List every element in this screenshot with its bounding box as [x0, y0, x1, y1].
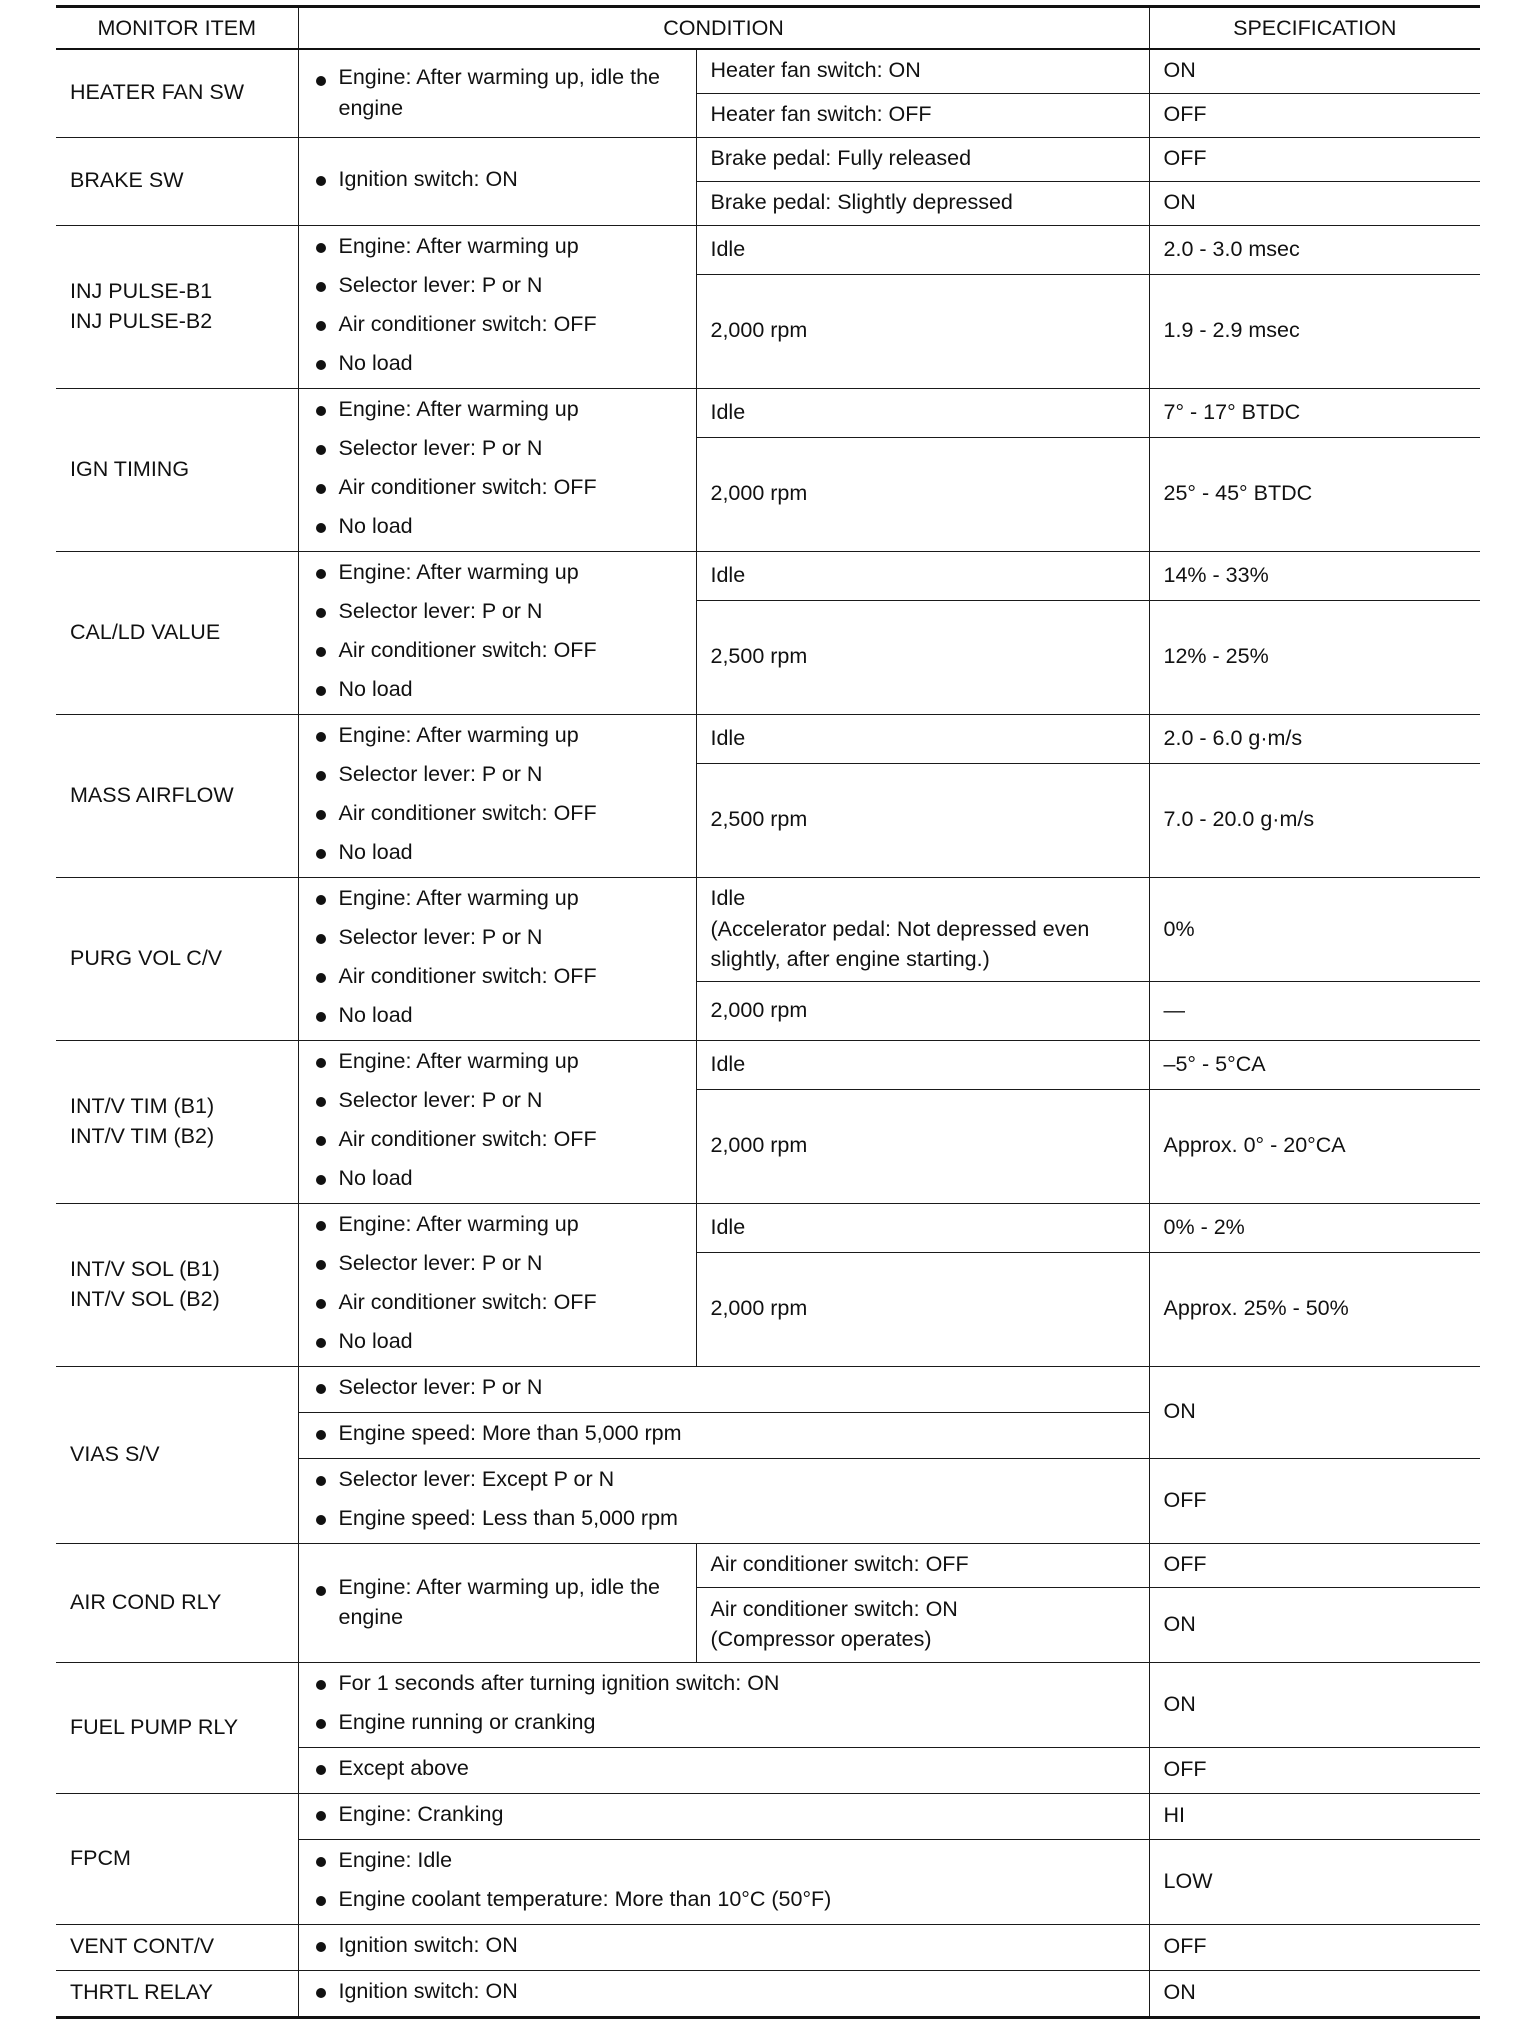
bullet-icon — [316, 1476, 326, 1486]
monitor-item-cell: VENT CONT/V — [56, 1925, 298, 1971]
condition-text: Engine: After warming up — [338, 1212, 579, 1236]
monitor-item-cell — [56, 1204, 298, 1367]
condition-text: Engine: After warming up, idle the engine — [338, 65, 660, 120]
condition-text: Selector lever: P or N — [338, 1251, 543, 1275]
spec-cell: ON — [1149, 182, 1480, 226]
monitor-item-cell: MASS AIRFLOW — [56, 715, 298, 878]
spec-cell: Approx. 25% - 50% — [1149, 1252, 1480, 1366]
monitor-item-line: INT/V SOL (B1) — [70, 1256, 220, 1281]
bullet-icon — [316, 771, 326, 781]
condition-text: Engine: After warming up — [338, 723, 579, 747]
sub-condition-line: Idle — [710, 886, 746, 911]
spec-cell: 1.9 - 2.9 msec — [1149, 274, 1480, 388]
bullet-icon — [316, 1136, 326, 1146]
sub-condition-cell: Air conditioner switch: OFF — [696, 1544, 1149, 1588]
monitor-item-line: INJ PULSE-B2 — [70, 309, 213, 333]
sub-condition-cell: Idle — [696, 1041, 1149, 1090]
monitor-item-cell: FPCM — [56, 1794, 298, 1925]
bullet-icon — [316, 1384, 326, 1394]
spec-cell: 12% - 25% — [1149, 600, 1480, 714]
condition-text: For 1 seconds after turning ignition switch: ON — [338, 1671, 780, 1695]
condition-text: Engine: Idle — [338, 1848, 453, 1872]
condition-cell — [298, 1041, 696, 1204]
condition-text: Engine: After warming up — [338, 886, 579, 910]
table-row — [56, 138, 1480, 182]
table-row — [56, 878, 1480, 982]
sub-condition-cell: 2,500 rpm — [696, 600, 1149, 714]
condition-cell — [298, 552, 696, 715]
bullet-icon — [316, 686, 326, 696]
condition-text: Air conditioner switch: OFF — [338, 964, 597, 988]
bullet-icon — [316, 445, 326, 455]
condition-text: Selector lever: P or N — [338, 1088, 543, 1112]
sub-condition-cell: Idle — [696, 1204, 1149, 1253]
table-row — [56, 226, 1480, 275]
monitor-spec-table — [56, 5, 1480, 2019]
spec-cell: ON — [1149, 49, 1480, 94]
sub-condition-cell: 2,000 rpm — [696, 1252, 1149, 1366]
condition-text: Engine: Cranking — [338, 1802, 504, 1826]
condition-text: Air conditioner switch: OFF — [338, 312, 597, 336]
monitor-item-line: INJ PULSE-B1 — [70, 278, 213, 303]
sub-condition-cell: 2,000 rpm — [696, 437, 1149, 551]
condition-cell — [298, 1413, 1149, 1459]
condition-text: Engine: After warming up — [338, 560, 579, 584]
condition-cell — [298, 389, 696, 552]
sub-condition-cell: Heater fan switch: OFF — [696, 94, 1149, 138]
spec-cell: LOW — [1149, 1840, 1480, 1925]
spec-cell: OFF — [1149, 1925, 1480, 1971]
bullet-icon — [316, 1299, 326, 1309]
table-row — [56, 1367, 1480, 1413]
condition-text: Engine: After warming up — [338, 234, 579, 258]
condition-text: Engine coolant temperature: More than 10°C (50°F) — [338, 1887, 832, 1911]
sub-condition-cell: 2,000 rpm — [696, 982, 1149, 1041]
bullet-icon — [316, 1260, 326, 1270]
bullet-icon — [316, 1586, 326, 1596]
spec-cell: ON — [1149, 1971, 1480, 2018]
bullet-icon — [316, 1719, 326, 1729]
bullet-icon — [316, 1896, 326, 1906]
spec-cell: 7° - 17° BTDC — [1149, 389, 1480, 438]
table-row — [56, 1041, 1480, 1090]
table-row — [56, 552, 1480, 601]
bullet-icon — [316, 934, 326, 944]
monitor-item-cell: FUEL PUMP RLY — [56, 1663, 298, 1794]
bullet-icon — [316, 1430, 326, 1440]
condition-text: Engine speed: More than 5,000 rpm — [338, 1421, 682, 1445]
bullet-icon — [316, 321, 326, 331]
condition-text: No load — [338, 1329, 413, 1353]
header-monitor-item: MONITOR ITEM — [56, 7, 298, 50]
condition-text: Engine speed: Less than 5,000 rpm — [338, 1506, 678, 1530]
bullet-icon — [316, 895, 326, 905]
sub-condition-cell: Brake pedal: Fully released — [696, 138, 1149, 182]
condition-cell — [298, 1840, 1149, 1925]
spec-cell: ON — [1149, 1588, 1480, 1663]
bullet-icon — [316, 647, 326, 657]
condition-cell — [298, 878, 696, 1041]
bullet-icon — [316, 406, 326, 416]
condition-text: Selector lever: P or N — [338, 273, 543, 297]
bullet-icon — [316, 360, 326, 370]
condition-cell — [298, 1794, 1149, 1840]
bullet-icon — [316, 1515, 326, 1525]
condition-cell — [298, 1459, 1149, 1544]
condition-text: Ignition switch: ON — [338, 167, 518, 191]
sub-condition-cell: Brake pedal: Slightly depressed — [696, 182, 1149, 226]
bullet-icon — [316, 484, 326, 494]
spec-cell: 0% — [1149, 878, 1480, 982]
spec-cell: ON — [1149, 1663, 1480, 1748]
condition-text: Selector lever: Except P or N — [338, 1467, 615, 1491]
condition-cell — [298, 49, 696, 138]
spec-cell: 0% - 2% — [1149, 1204, 1480, 1253]
spec-cell: ON — [1149, 1367, 1480, 1459]
table-row — [56, 389, 1480, 438]
bullet-icon — [316, 973, 326, 983]
bullet-icon — [316, 1097, 326, 1107]
condition-text: Air conditioner switch: OFF — [338, 638, 597, 662]
spec-cell: OFF — [1149, 1459, 1480, 1544]
bullet-icon — [316, 523, 326, 533]
table-row — [56, 1663, 1480, 1748]
monitor-item-cell — [56, 1041, 298, 1204]
condition-text: Selector lever: P or N — [338, 762, 543, 786]
bullet-icon — [316, 282, 326, 292]
table-row — [56, 1544, 1480, 1588]
condition-text: No load — [338, 840, 413, 864]
condition-cell — [298, 1748, 1149, 1794]
condition-text: Selector lever: P or N — [338, 599, 543, 623]
condition-text: Air conditioner switch: OFF — [338, 1290, 597, 1314]
monitor-item-cell: IGN TIMING — [56, 389, 298, 552]
spec-cell: 2.0 - 6.0 g·m/s — [1149, 715, 1480, 764]
condition-text: No load — [338, 677, 413, 701]
sub-condition-cell: Idle — [696, 226, 1149, 275]
condition-text: Air conditioner switch: OFF — [338, 801, 597, 825]
condition-cell — [298, 1971, 1149, 2018]
bullet-icon — [316, 1988, 326, 1998]
spec-cell: OFF — [1149, 138, 1480, 182]
condition-text: No load — [338, 1166, 413, 1190]
condition-text: No load — [338, 1003, 413, 1027]
sub-condition-cell: Heater fan switch: ON — [696, 49, 1149, 94]
condition-text: Selector lever: P or N — [338, 925, 543, 949]
condition-text: Ignition switch: ON — [338, 1979, 518, 2003]
bullet-icon — [316, 732, 326, 742]
spec-cell: 25° - 45° BTDC — [1149, 437, 1480, 551]
table-row — [56, 715, 1480, 764]
condition-cell — [298, 226, 696, 389]
condition-cell — [298, 1204, 696, 1367]
monitor-item-cell: VIAS S/V — [56, 1367, 298, 1544]
bullet-icon — [316, 1221, 326, 1231]
spec-cell: Approx. 0° - 20°CA — [1149, 1089, 1480, 1203]
bullet-icon — [316, 849, 326, 859]
header-condition: CONDITION — [298, 7, 1149, 50]
monitor-item-line: INT/V SOL (B2) — [70, 1287, 220, 1311]
table-row — [56, 49, 1480, 94]
condition-cell — [298, 1544, 696, 1663]
condition-text: Selector lever: P or N — [338, 1375, 543, 1399]
sub-condition-cell: Idle — [696, 552, 1149, 601]
monitor-item-cell — [56, 226, 298, 389]
condition-cell — [298, 1367, 1149, 1413]
condition-text: Selector lever: P or N — [338, 436, 543, 460]
spec-cell: 7.0 - 20.0 g·m/s — [1149, 763, 1480, 877]
sub-condition-cell: 2,500 rpm — [696, 763, 1149, 877]
sub-condition-cell: 2,000 rpm — [696, 1089, 1149, 1203]
condition-text: Air conditioner switch: OFF — [338, 475, 597, 499]
condition-text: Engine: After warming up — [338, 1049, 579, 1073]
bullet-icon — [316, 1765, 326, 1775]
bullet-icon — [316, 76, 326, 86]
spec-cell: HI — [1149, 1794, 1480, 1840]
sub-condition-cell — [696, 878, 1149, 982]
monitor-item-cell: AIR COND RLY — [56, 1544, 298, 1663]
spec-cell: — — [1149, 982, 1480, 1041]
condition-cell — [298, 715, 696, 878]
bullet-icon — [316, 1680, 326, 1690]
condition-text: Air conditioner switch: OFF — [338, 1127, 597, 1151]
table-row — [56, 1794, 1480, 1840]
spec-cell: OFF — [1149, 1748, 1480, 1794]
condition-cell — [298, 1925, 1149, 1971]
condition-text: No load — [338, 514, 413, 538]
spec-cell: OFF — [1149, 94, 1480, 138]
spec-cell: 2.0 - 3.0 msec — [1149, 226, 1480, 275]
spec-cell: OFF — [1149, 1544, 1480, 1588]
condition-text: Engine running or cranking — [338, 1710, 596, 1734]
condition-text: Engine: After warming up, idle the engine — [338, 1574, 660, 1629]
bullet-icon — [316, 1811, 326, 1821]
bullet-icon — [316, 1857, 326, 1867]
monitor-item-cell: BRAKE SW — [56, 138, 298, 226]
sub-condition-line: Air conditioner switch: ON — [710, 1596, 958, 1621]
header-row — [56, 7, 1480, 50]
bullet-icon — [316, 243, 326, 253]
condition-cell — [298, 1663, 1149, 1748]
spec-cell: 14% - 33% — [1149, 552, 1480, 601]
bullet-icon — [316, 608, 326, 618]
monitor-item-cell: HEATER FAN SW — [56, 49, 298, 138]
monitor-item-cell: PURG VOL C/V — [56, 878, 298, 1041]
bullet-icon — [316, 1012, 326, 1022]
sub-condition-cell: Idle — [696, 715, 1149, 764]
header-specification: SPECIFICATION — [1149, 7, 1480, 50]
bullet-icon — [316, 1942, 326, 1952]
bullet-icon — [316, 176, 326, 186]
sub-condition-cell: 2,000 rpm — [696, 274, 1149, 388]
sub-condition-cell — [696, 1588, 1149, 1663]
monitor-item-line: INT/V TIM (B2) — [70, 1124, 215, 1148]
spec-cell: –5° - 5°CA — [1149, 1041, 1480, 1090]
sub-condition-cell: Idle — [696, 389, 1149, 438]
monitor-item-cell: CAL/LD VALUE — [56, 552, 298, 715]
monitor-item-line: INT/V TIM (B1) — [70, 1093, 215, 1118]
condition-text: No load — [338, 351, 413, 375]
condition-text: Except above — [338, 1756, 469, 1780]
bullet-icon — [316, 1058, 326, 1068]
bullet-icon — [316, 1175, 326, 1185]
sub-condition-line: (Accelerator pedal: Not depressed even slightly, after engine starting.) — [710, 916, 1090, 971]
monitor-item-cell: THRTL RELAY — [56, 1971, 298, 2018]
table-row — [56, 1204, 1480, 1253]
bullet-icon — [316, 1338, 326, 1348]
condition-text: Ignition switch: ON — [338, 1933, 518, 1957]
sub-condition-line: (Compressor operates) — [710, 1627, 932, 1651]
condition-text: Engine: After warming up — [338, 397, 579, 421]
condition-cell — [298, 138, 696, 226]
table-row — [56, 1971, 1480, 2018]
bullet-icon — [316, 810, 326, 820]
bullet-icon — [316, 569, 326, 579]
table-row — [56, 1925, 1480, 1971]
